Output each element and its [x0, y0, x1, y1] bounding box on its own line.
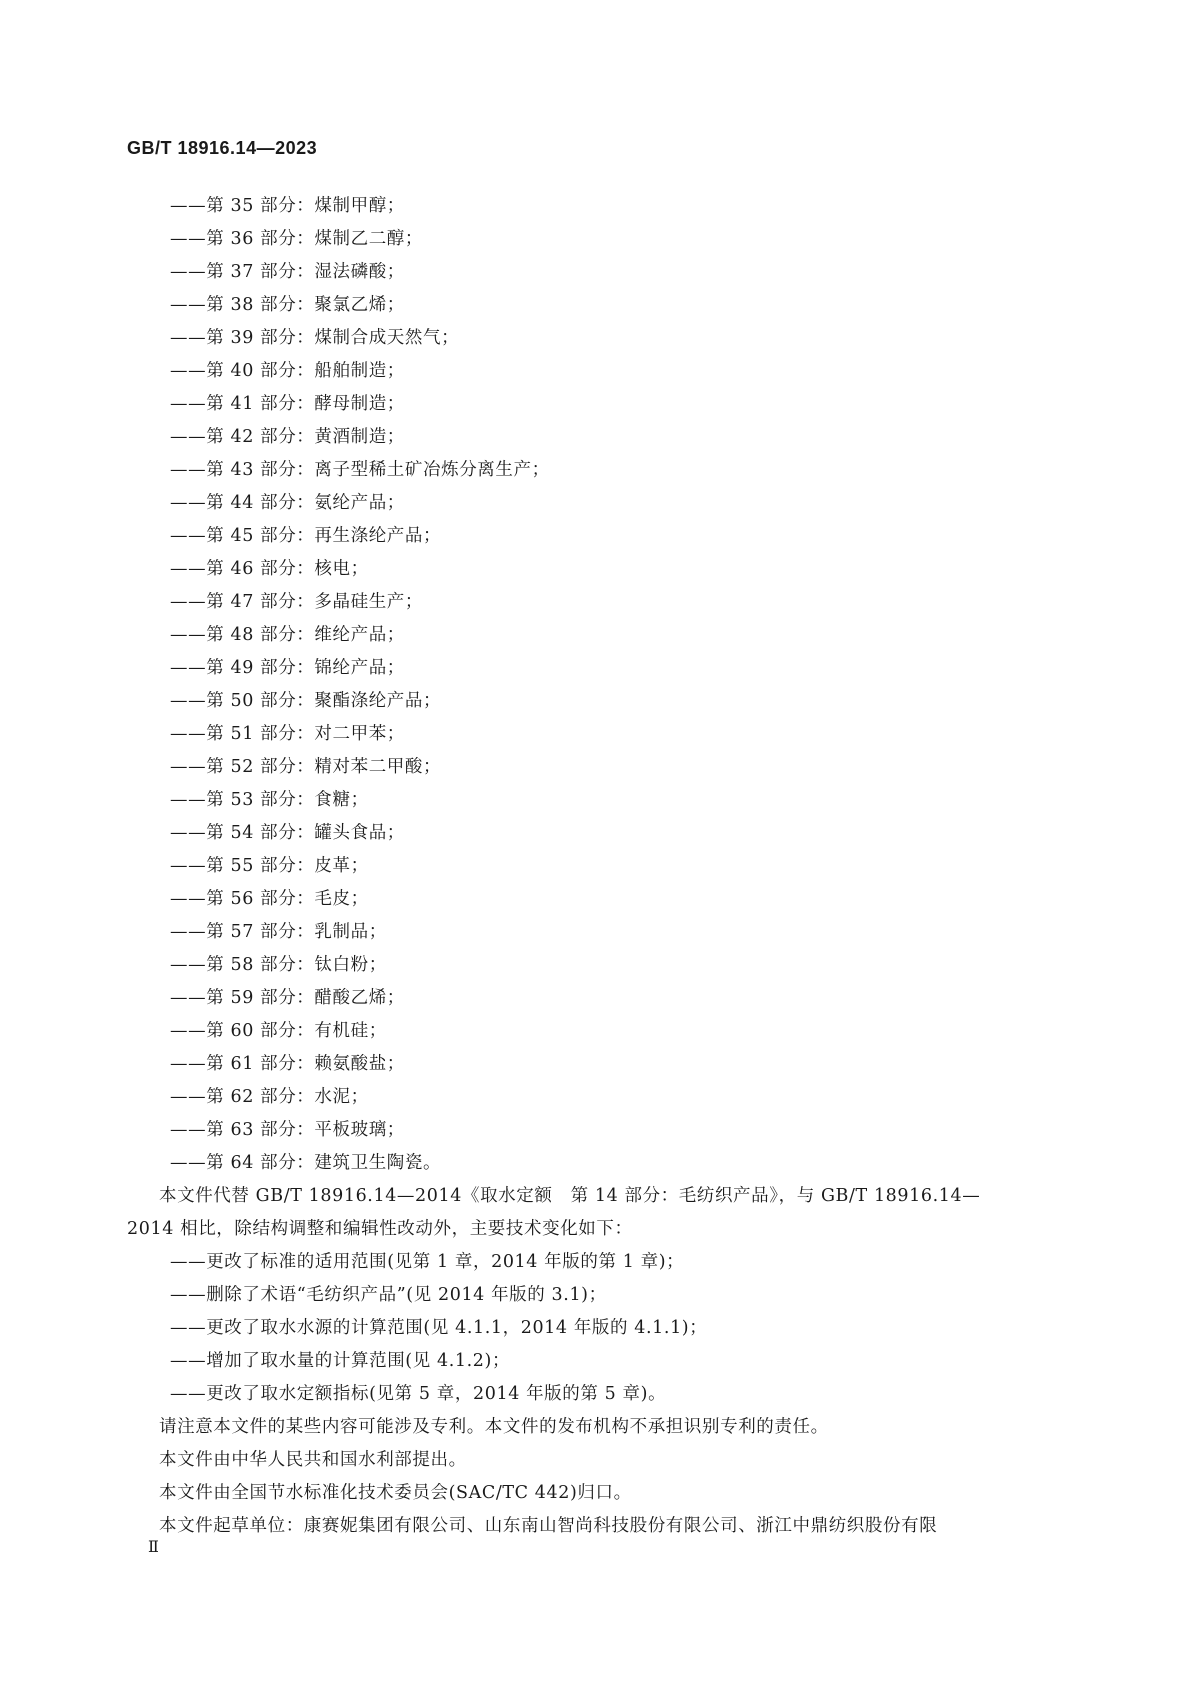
list-item: ——第 48 部分：维纶产品； [170, 625, 405, 645]
list-item: ——第 60 部分：有机硅； [170, 1021, 387, 1041]
list-item: ——第 42 部分：黄酒制造； [170, 427, 405, 447]
changes-list [127, 1246, 1067, 1411]
parts-list [127, 190, 1067, 1180]
list-item: ——第 47 部分：多晶硅生产； [170, 592, 423, 612]
list-item: ——第 63 部分：平板玻璃； [170, 1120, 405, 1140]
list-item: ——第 55 部分：皮革； [170, 856, 369, 876]
list-item: ——更改了标准的适用范围(见第 1 章，2014 年版的第 1 章)； [170, 1252, 685, 1272]
list-item: ——第 41 部分：酵母制造； [170, 394, 405, 414]
list-item: ——第 64 部分：建筑卫生陶瓷。 [170, 1153, 442, 1173]
list-item: ——第 59 部分：醋酸乙烯； [170, 988, 405, 1008]
list-item: ——第 46 部分：核电； [170, 559, 369, 579]
list-item: ——第 51 部分：对二甲苯； [170, 724, 405, 744]
list-item: ——更改了取水定额指标(见第 5 章，2014 年版的第 5 章)。 [170, 1384, 667, 1404]
list-item: ——第 58 部分：钛白粉； [170, 955, 387, 975]
list-item: ——第 54 部分：罐头食品； [170, 823, 405, 843]
list-item: ——第 40 部分：船舶制造； [170, 361, 405, 381]
list-item: ——更改了取水水源的计算范围(见 4.1.1，2014 年版的 4.1.1)； [170, 1318, 708, 1338]
list-item: ——第 52 部分：精对苯二甲酸； [170, 757, 442, 777]
list-item: ——第 45 部分：再生涤纶产品； [170, 526, 442, 546]
list-item: ——第 36 部分：煤制乙二醇； [170, 229, 423, 249]
patent-statement: 请注意本文件的某些内容可能涉及专利。本文件的发布机构不承担识别专利的责任。 [159, 1417, 829, 1437]
paragraph-line: 2014 相比，除结构调整和编辑性改动外，主要技术变化如下： [127, 1219, 633, 1239]
proposer-statement: 本文件由中华人民共和国水利部提出。 [159, 1450, 467, 1470]
list-item: ——第 62 部分：水泥； [170, 1087, 369, 1107]
list-item: ——第 50 部分：聚酯涤纶产品； [170, 691, 442, 711]
paragraph-line: 本文件代替 GB/T 18916.14—2014《取水定额 第 14 部分：毛纺织产品》，与 GB/T 18916.14— [159, 1186, 981, 1206]
document-code-header: GB/T 18916.14—2023 [127, 138, 318, 158]
list-item: ——第 43 部分：离子型稀土矿冶炼分离生产； [170, 460, 550, 480]
page-number: Ⅱ [148, 1537, 159, 1556]
replacement-paragraph [127, 1180, 1067, 1246]
list-item: ——第 38 部分：聚氯乙烯； [170, 295, 405, 315]
list-item: ——删除了术语“毛纺织产品”(见 2014 年版的 3.1)； [170, 1285, 607, 1305]
list-item: ——第 39 部分：煤制合成天然气； [170, 328, 460, 348]
drafters-statement: 本文件起草单位：康赛妮集团有限公司、山东南山智尚科技股份有限公司、浙江中鼎纺织股份有限 [159, 1516, 938, 1536]
document-body [127, 190, 1067, 1543]
list-item: ——第 37 部分：湿法磷酸； [170, 262, 405, 282]
list-item: ——第 56 部分：毛皮； [170, 889, 369, 909]
list-item: ——第 57 部分：乳制品； [170, 922, 387, 942]
list-item: ——第 53 部分：食糖； [170, 790, 369, 810]
list-item: ——第 49 部分：锦纶产品； [170, 658, 405, 678]
list-item: ——第 61 部分：赖氨酸盐； [170, 1054, 405, 1074]
committee-statement: 本文件由全国节水标准化技术委员会(SAC/TC 442)归口。 [159, 1483, 632, 1503]
list-item: ——第 35 部分：煤制甲醇； [170, 196, 405, 216]
list-item: ——增加了取水量的计算范围(见 4.1.2)； [170, 1351, 511, 1371]
list-item: ——第 44 部分：氨纶产品； [170, 493, 405, 513]
